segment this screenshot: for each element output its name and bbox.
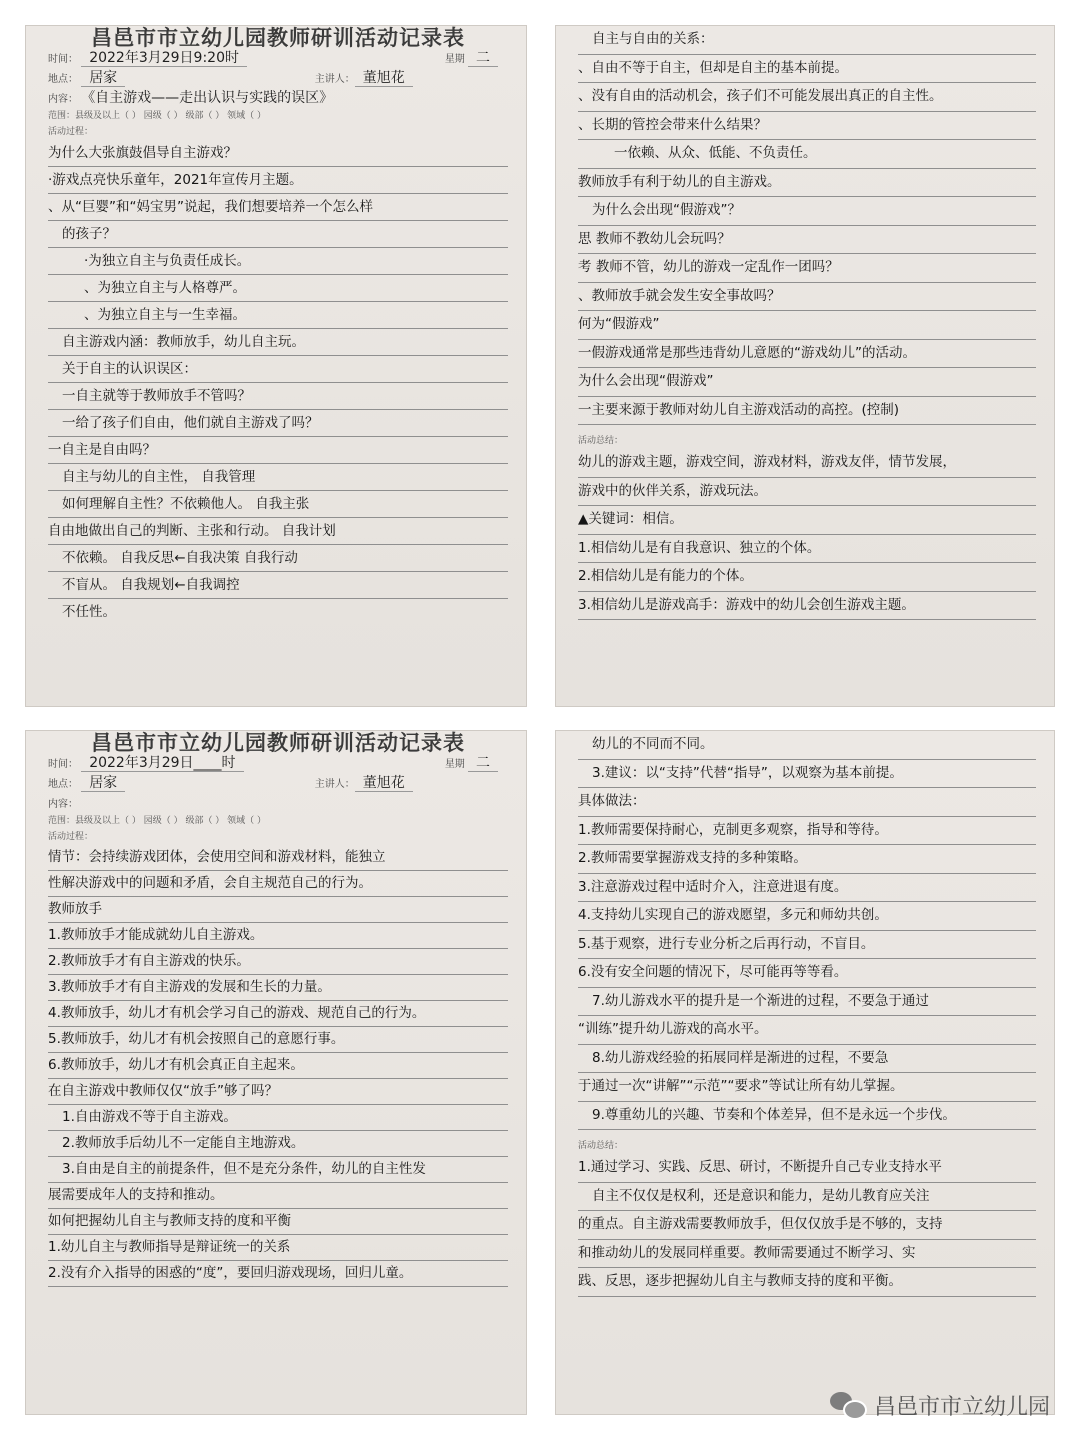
- note-line: 教师放手有利于幼儿的自主游戏。: [578, 169, 1036, 198]
- summary-line: 的重点。自主游戏需要教师放手，但仅仅放手是不够的，支持: [578, 1211, 1036, 1240]
- wechat-icon: [830, 1390, 866, 1420]
- weekday-label: 星期: [444, 759, 465, 770]
- time-row: [48, 753, 508, 773]
- summary-line: 2.相信幼儿是有能力的个体。: [578, 563, 1036, 592]
- content-value: 《自主游戏——走出认识与实践的误区》: [81, 90, 334, 106]
- account-watermark: [830, 1388, 1050, 1422]
- time-row: [48, 48, 508, 68]
- time-value: 2022年3月29日9:20时: [81, 50, 247, 67]
- note-line: 4.教师放手，幼儿才有机会学习自己的游戏、规范自己的行为。: [48, 1001, 508, 1027]
- note-line: 、自由不等于自主，但却是自主的基本前提。: [578, 55, 1036, 84]
- note-line: 不任性。: [62, 604, 116, 620]
- note-line: 2.没有介入指导的困惑的“度”，要回归游戏现场，回归儿童。: [48, 1261, 508, 1287]
- note-line: 一假游戏通常是那些违背幼儿意愿的“游戏幼儿”的活动。: [578, 340, 1036, 369]
- note-line: 的孩子？: [48, 221, 508, 248]
- place-row: [48, 68, 508, 88]
- note-line: 一自主就等于教师放手不管吗？: [48, 383, 508, 410]
- note-line: 、没有自由的活动机会，孩子们不可能发展出真正的自主性。: [578, 83, 1036, 112]
- weekday-field: [445, 753, 498, 775]
- note-line: 、长期的管控会带来什么结果？: [578, 112, 1036, 141]
- note-line: 、为独立自主与人格尊严。: [48, 275, 508, 302]
- photo-page-4: [555, 730, 1055, 1415]
- note-line: 自主与自由的关系：: [578, 26, 1036, 55]
- note-line: 1.教师放手才能成就幼儿自主游戏。: [48, 923, 508, 949]
- note-line: “训练”提升幼儿游戏的高水平。: [578, 1016, 1036, 1045]
- note-line: 思 教师不教幼儿会玩吗？: [578, 226, 1036, 255]
- note-line: 2.教师放手才有自主游戏的快乐。: [48, 949, 508, 975]
- process-label: 活动过程：: [48, 832, 94, 842]
- place-label: 地点：: [48, 74, 78, 85]
- note-line: 一主要来源于教师对幼儿自主游戏活动的高控。(控制): [578, 397, 1036, 426]
- note-line: 自主游戏内涵：教师放手，幼儿自主玩。: [48, 329, 508, 356]
- place-value: 居家: [81, 775, 125, 792]
- record-sheet-3: [26, 731, 526, 1414]
- time-value: 2022年3月29日____时: [81, 755, 243, 772]
- note-line: 不盲从。 自我规划←自我调控: [48, 572, 508, 599]
- host-value: 董旭花: [355, 70, 413, 87]
- note-line: 一依赖、从众、低能、不负责任。: [578, 140, 1036, 169]
- note-line: 2.教师放手后幼儿不一定能自主地游戏。: [48, 1131, 508, 1157]
- note-line: 5.教师放手，幼儿才有机会按照自己的意愿行事。: [48, 1027, 508, 1053]
- note-line: ·为独立自主与负责任成长。: [48, 248, 508, 275]
- summary-line: 和推动幼儿的发展同样重要。教师需要通过不断学习、实: [578, 1240, 1036, 1269]
- host-field: [315, 68, 413, 90]
- note-line: 考 教师不管，幼儿的游戏一定乱作一团吗？: [578, 254, 1036, 283]
- form-title: 昌邑市市立幼儿园教师研训活动记录表: [91, 25, 465, 50]
- record-sheet-2: [556, 26, 1054, 706]
- note-line: 、教师放手就会发生安全事故吗？: [578, 283, 1036, 312]
- note-line: 1.幼儿自主与教师指导是辩证统一的关系: [48, 1235, 508, 1261]
- note-line: 、从“巨婴”和“妈宝男”说起，我们想要培养一个怎么样: [48, 194, 508, 221]
- note-line: ·游戏点亮快乐童年，2021年宣传月主题。: [48, 167, 508, 194]
- note-line: 4.支持幼儿实现自己的游戏愿望，多元和师幼共创。: [578, 902, 1036, 931]
- summary-line: 幼儿的游戏主题，游戏空间，游戏材料，游戏友伴，情节发展，: [578, 449, 1036, 478]
- summary-label: 活动总结：: [578, 436, 624, 446]
- note-line: 一给了孩子们自由，他们就自主游戏了吗？: [48, 410, 508, 437]
- note-line: 关于自主的认识误区：: [48, 356, 508, 383]
- note-line: 幼儿的不同而不同。: [578, 731, 1036, 760]
- summary-line: 1.相信幼儿是有自我意识、独立的个体。: [578, 535, 1036, 564]
- note-line: 1.教师需要保持耐心，克制更多观察，指导和等待。: [578, 817, 1036, 846]
- summary-line: ▲关键词：相信。: [578, 506, 1036, 535]
- weekday-field: [445, 48, 498, 70]
- place-value: 居家: [81, 70, 125, 87]
- note-line: 自由地做出自己的判断、主张和行动。 自我计划: [48, 518, 508, 545]
- weekday-value: 二: [468, 50, 498, 67]
- photo-page-1: [25, 25, 527, 707]
- form-title: 昌邑市市立幼儿园教师研训活动记录表: [91, 730, 465, 755]
- record-sheet-4: [556, 731, 1054, 1414]
- note-line: 7.幼儿游戏水平的提升是一个渐进的过程，不要急于通过: [578, 988, 1036, 1017]
- note-line: 6.教师放手，幼儿才有机会真正自主起来。: [48, 1053, 508, 1079]
- note-line: 3.建议：以“支持”代替“指导”，以观察为基本前提。: [578, 760, 1036, 789]
- photo-page-2: [555, 25, 1055, 707]
- note-line: 情节：会持续游戏团体，会使用空间和游戏材料，能独立: [48, 845, 508, 871]
- note-line: 教师放手: [48, 897, 508, 923]
- note-line: 具体做法：: [578, 788, 1036, 817]
- host-label: 主讲人：: [314, 779, 355, 790]
- host-value: 董旭花: [355, 775, 413, 792]
- note-line: 3.注意游戏过程中适时介入，注意进退有度。: [578, 874, 1036, 903]
- content-label: 内容：: [48, 94, 78, 105]
- host-label: 主讲人：: [314, 74, 355, 85]
- photo-page-3: [25, 730, 527, 1415]
- note-line: 6.没有安全问题的情况下，尽可能再等等看。: [578, 959, 1036, 988]
- note-line: 3.教师放手才有自主游戏的发展和生长的力量。: [48, 975, 508, 1001]
- summary-line: 践、反思，逐步把握幼儿自主与教师支持的度和平衡。: [578, 1268, 1036, 1297]
- note-line: 性解决游戏中的问题和矛盾，会自主规范自己的行为。: [48, 871, 508, 897]
- note-line: 于通过一次“讲解”“示范”“要求”等试让所有幼儿掌握。: [578, 1073, 1036, 1102]
- content-label: 内容：: [48, 799, 78, 810]
- note-line: 展需要成年人的支持和推动。: [48, 1183, 508, 1209]
- summary-line: 游戏中的伙伴关系，游戏玩法。: [578, 478, 1036, 507]
- note-line: 在自主游戏中教师仅仅“放手”够了吗？: [48, 1079, 508, 1105]
- note-line: 何为“假游戏”: [578, 311, 1036, 340]
- weekday-value: 二: [468, 755, 498, 772]
- note-line: 一自主是自由吗？: [48, 437, 508, 464]
- note-line: 、为独立自主与一生幸福。: [48, 302, 508, 329]
- summary-line: 自主不仅仅是权利，还是意识和能力，是幼儿教育应关注: [578, 1183, 1036, 1212]
- note-line: 2.教师需要掌握游戏支持的多种策略。: [578, 845, 1036, 874]
- note-line: 如何理解自主性？不依赖他人。 自我主张: [48, 491, 508, 518]
- time-label: 时间：: [48, 54, 78, 65]
- summary-line: 3.相信幼儿是游戏高手：游戏中的幼儿会创生游戏主题。: [578, 592, 1036, 621]
- weekday-label: 星期: [444, 54, 465, 65]
- summary-line: 1.通过学习、实践、反思、研讨，不断提升自己专业支持水平: [578, 1154, 1036, 1183]
- watermark-text: 昌邑市市立幼儿园: [873, 1394, 1050, 1420]
- note-line: 5.基于观察，进行专业分析之后再行动，不盲目。: [578, 931, 1036, 960]
- place-row: [48, 773, 508, 793]
- note-line: 1.自由游戏不等于自主游戏。: [48, 1105, 508, 1131]
- host-field: [315, 773, 413, 795]
- note-line: 为什么会出现“假游戏”: [578, 368, 1036, 397]
- process-label: 活动过程：: [48, 127, 94, 137]
- note-line: 9.尊重幼儿的兴趣、节奏和个体差异，但不是永远一个步伐。: [578, 1102, 1036, 1131]
- place-label: 地点：: [48, 779, 78, 790]
- note-line: 不依赖。 自我反思←自我决策 自我行动: [48, 545, 508, 572]
- note-line: 为什么会出现“假游戏”？: [578, 197, 1036, 226]
- note-line: 为什么大张旗鼓倡导自主游戏？: [48, 140, 508, 167]
- record-sheet-1: [26, 26, 526, 706]
- time-label: 时间：: [48, 759, 78, 770]
- note-line: 如何把握幼儿自主与教师支持的度和平衡: [48, 1209, 508, 1235]
- note-line: 自主与幼儿的自主性， 自我管理: [48, 464, 508, 491]
- note-line: 8.幼儿游戏经验的拓展同样是渐进的过程，不要急: [578, 1045, 1036, 1074]
- scope-row: 范围：县级及以上（ ） 园级（ ） 级部（ ） 领域（ ）: [48, 816, 267, 826]
- content-row: [48, 793, 508, 813]
- scope-row: 范围：县级及以上（ ） 园级（ ） 级部（ ） 领域（ ）: [48, 111, 267, 121]
- note-line: 3.自由是自主的前提条件，但不是充分条件，幼儿的自主性发: [48, 1157, 508, 1183]
- summary-label: 活动总结：: [578, 1141, 624, 1151]
- content-row: [48, 88, 508, 108]
